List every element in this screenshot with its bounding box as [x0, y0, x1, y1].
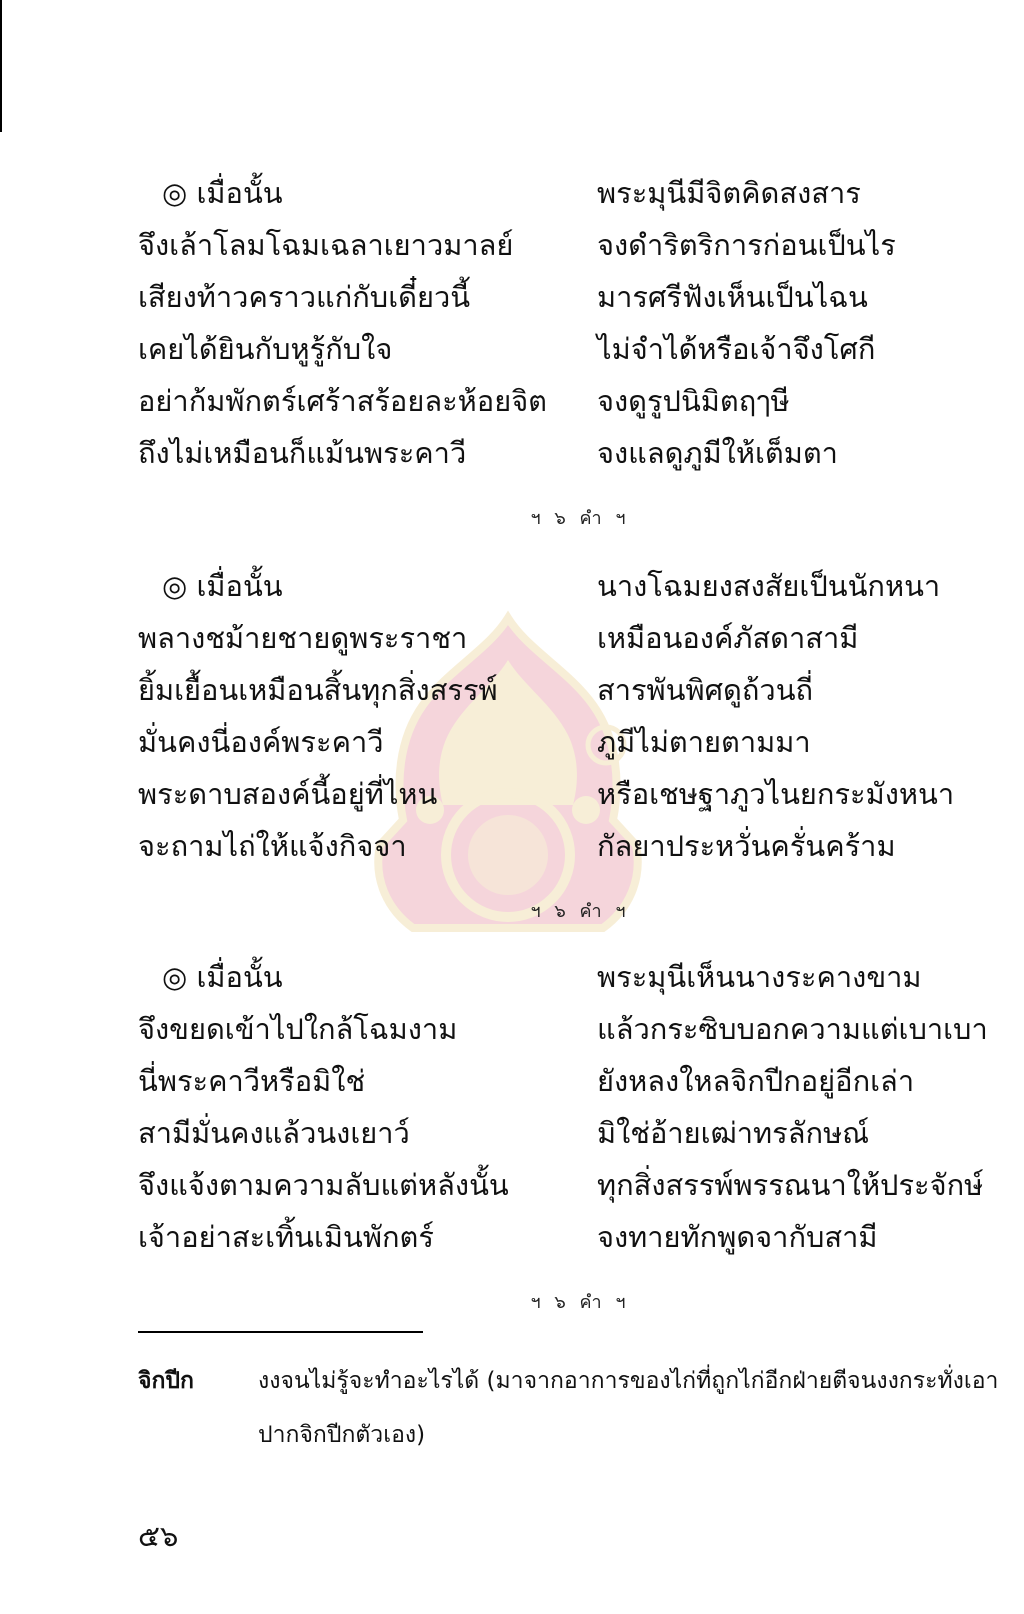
verse-line [0, 566, 1024, 618]
verse-line [0, 618, 1024, 670]
verse-right: หรือเชษฐาภูวไนยกระมังหนา [597, 777, 955, 811]
verse-right: มิใช่อ้ายเฒ่าทรลักษณ์ [597, 1116, 870, 1150]
verse-right: สารพันพิศดูถ้วนถี่ [597, 673, 814, 707]
verse-left: พระดาบสองค์นี้อยู่ที่ไหน [138, 777, 438, 811]
verse-right: ทุกสิ่งสรรพ์พรรณนาให้ประจักษ์ [597, 1168, 984, 1202]
verse-right: จงดูรูปนิมิตฤๅษี [597, 384, 790, 418]
stanza-1 [0, 173, 1024, 485]
verse-line [0, 826, 1024, 878]
verse-left: จึงเล้าโลมโฉมเฉลาเยาวมาลย์ [138, 228, 514, 262]
verse-left: ถึงไม่เหมือนก็แม้นพระคาวี [138, 436, 467, 470]
verse-right: จงทายทักพูดจากับสามี [597, 1220, 878, 1254]
verse-left: จึงขยดเข้าไปใกล้โฉมงาม [138, 1012, 458, 1046]
verse-left: ยิ้มเยื้อนเหมือนสิ้นทุกสิ่งสรรพ์ [138, 673, 498, 707]
verse-left: มั่นคงนี่องค์พระคาวี [138, 725, 384, 759]
stanza-end-mark: ฯ ๖ คำ ฯ [530, 1292, 630, 1313]
verse-left: อย่าก้มพักตร์เศร้าสร้อยละห้อยจิต [138, 384, 548, 418]
verse-line [0, 774, 1024, 826]
verse-right: จงแลดูภูมีให้เต็มตา [597, 436, 838, 470]
verse-left: ◎ เมื่อนั้น [162, 569, 283, 603]
verse-right: เหมือนองค์ภัสดาสามี [597, 621, 859, 655]
verse-line [0, 225, 1024, 277]
verse-left: ◎ เมื่อนั้น [162, 176, 283, 210]
verse-left: สามีมั่นคงแล้วนงเยาว์ [138, 1116, 410, 1150]
verse-right: พระมุนีมีจิตคิดสงสาร [597, 176, 861, 210]
stanza-end-mark: ฯ ๖ คำ ฯ [530, 901, 630, 922]
verse-line [0, 957, 1024, 1009]
verse-line [0, 670, 1024, 722]
verse-left: เคยได้ยินกับหูรู้กับใจ [138, 332, 393, 366]
verse-right: นางโฉมยงสงสัยเป็นนักหนา [597, 569, 941, 603]
page-margin-line [0, 0, 2, 132]
verse-left: เสียงท้าวคราวแก่กับเดี๋ยวนี้ [138, 280, 471, 314]
footnote-divider [138, 1331, 423, 1333]
verse-line [0, 381, 1024, 433]
verse-line [0, 1217, 1024, 1269]
verse-line [0, 173, 1024, 225]
verse-left: พลางชม้ายชายดูพระราชา [138, 621, 468, 655]
verse-right: กัลยาประหวั่นครั่นคร้าม [597, 829, 896, 863]
verse-right: แล้วกระซิบบอกความแต่เบาเบา [597, 1012, 988, 1046]
verse-line [0, 722, 1024, 774]
verse-right: พระมุนีเห็นนางระคางขาม [597, 960, 922, 994]
verse-line [0, 277, 1024, 329]
verse-left: ◎ เมื่อนั้น [162, 960, 283, 994]
verse-right: ยังหลงใหลจิกปีกอยู่อีกเล่า [597, 1064, 915, 1098]
verse-line [0, 1113, 1024, 1165]
verse-line [0, 1061, 1024, 1113]
verse-right: มารศรีฟังเห็นเป็นไฉน [597, 280, 868, 314]
verse-left: เจ้าอย่าสะเทิ้นเมินพักตร์ [138, 1220, 434, 1254]
verse-right: ไม่จำได้หรือเจ้าจึงโศกี [597, 332, 876, 366]
verse-right: ภูมีไม่ตายตามมา [597, 725, 811, 759]
stanza-2 [0, 566, 1024, 878]
verse-left: จะถามไถ่ให้แจ้งกิจจา [138, 829, 407, 863]
stanza-3 [0, 957, 1024, 1269]
footnote-term: จิกปีก [138, 1368, 194, 1394]
verse-left: จึงแจ้งตามความลับแต่หลังนั้น [138, 1168, 509, 1202]
verse-left: นี่พระคาวีหรือมิใช่ [138, 1064, 366, 1098]
verse-line [0, 433, 1024, 485]
footnote-definition: งงจนไม่รู้จะทำอะไรได้ (มาจากอาการของไก่ที่ถูกไก่อีกฝ่ายตีจนงงกระทั่งเอาปากจิกปีกตัวเอง) [258, 1368, 999, 1448]
verse-line [0, 1009, 1024, 1061]
verse-line [0, 1165, 1024, 1217]
verse-line [0, 329, 1024, 381]
verse-right: จงดำริตริการก่อนเป็นไร [597, 228, 896, 262]
page-number: ๕๖ [138, 1519, 179, 1553]
stanza-end-mark: ฯ ๖ คำ ฯ [530, 508, 630, 529]
